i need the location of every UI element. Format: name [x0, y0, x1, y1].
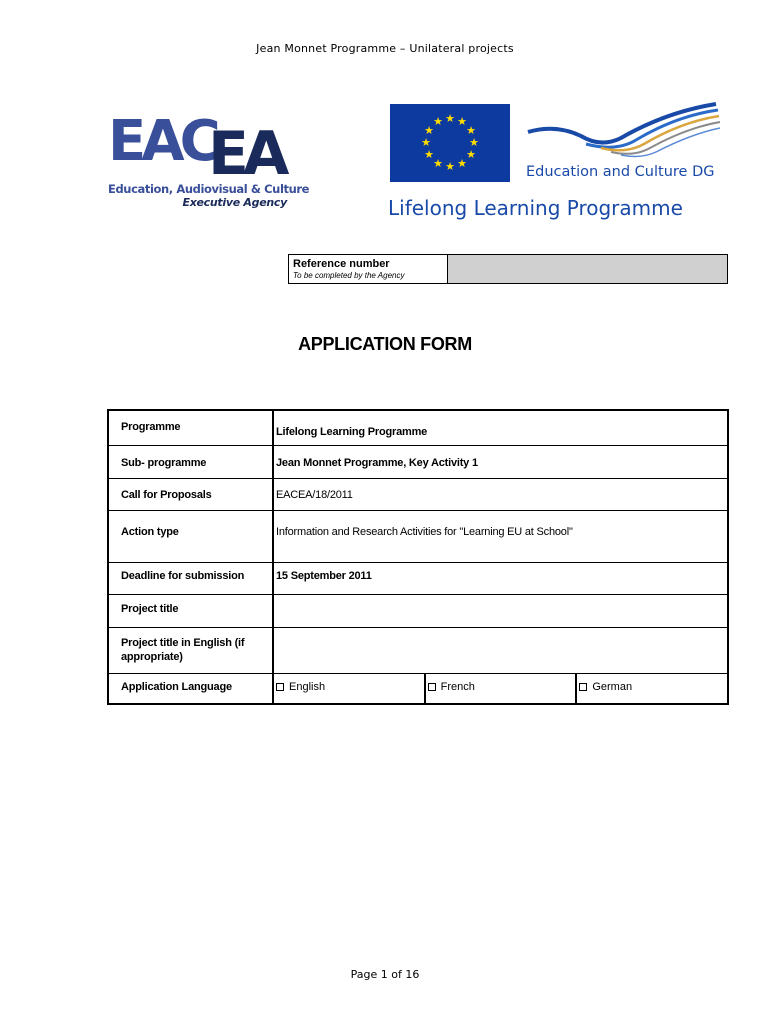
project-title-label: Project title — [109, 595, 274, 627]
svg-text:★: ★ — [445, 160, 455, 173]
french-checkbox[interactable] — [428, 683, 436, 691]
svg-text:★: ★ — [466, 124, 476, 137]
table-row-project-title-english — [109, 627, 727, 673]
german-checkbox[interactable] — [579, 683, 587, 691]
table-row-sub-programme — [109, 445, 727, 478]
project-title-english-label: Project title in English (if appropriate) — [109, 628, 274, 673]
reference-number-field[interactable] — [448, 255, 727, 283]
table-row-deadline — [109, 562, 727, 594]
eacea-logo-line1: Education, Audiovisual & Culture — [108, 182, 310, 196]
page-title: APPLICATION FORM — [298, 334, 472, 354]
action-type-label: Action type — [109, 511, 274, 562]
project-title-english-field[interactable] — [274, 628, 727, 673]
language-option-english[interactable] — [274, 674, 426, 703]
deadline-label: Deadline for submission — [109, 563, 274, 594]
reference-note: To be completed by the Agency — [293, 271, 405, 280]
programme-label: Programme — [109, 411, 274, 445]
eu-swoosh-icon — [526, 102, 721, 162]
english-checkbox[interactable] — [276, 683, 284, 691]
svg-text:★: ★ — [424, 148, 434, 161]
table-row-call — [109, 478, 727, 510]
deadline-value: 15 September 2011 — [276, 570, 372, 582]
programme-value: Lifelong Learning Programme — [276, 426, 428, 438]
table-row-application-language — [109, 673, 727, 703]
reference-number-box — [288, 254, 728, 284]
table-row-project-title — [109, 594, 727, 627]
svg-text:★: ★ — [469, 136, 479, 149]
reference-label-cell — [289, 255, 448, 283]
language-option-german[interactable] — [577, 674, 727, 703]
svg-text:★: ★ — [445, 112, 455, 125]
application-table — [107, 409, 729, 705]
svg-text:★: ★ — [433, 157, 443, 170]
call-label: Call for Proposals — [109, 479, 274, 510]
svg-text:★: ★ — [421, 136, 431, 149]
action-type-value: Information and Research Activities for "Learning EU at School" — [276, 526, 573, 538]
svg-text:★: ★ — [466, 148, 476, 161]
eu-stars-icon — [390, 104, 510, 182]
application-language-label: Application Language — [109, 674, 274, 703]
eacea-mark-part2: EA — [208, 119, 284, 189]
eacea-logo — [108, 109, 310, 210]
table-row-programme — [109, 411, 727, 445]
eacea-logo-mark — [108, 109, 293, 189]
language-option-label: English — [289, 681, 326, 693]
language-option-french[interactable] — [426, 674, 578, 703]
svg-text:★: ★ — [424, 124, 434, 137]
eu-dg-text: Education and Culture DG — [526, 164, 715, 180]
svg-text:★: ★ — [433, 115, 443, 128]
project-title-field[interactable] — [274, 595, 727, 627]
eacea-mark-part1: EAC — [108, 109, 216, 174]
call-value: EACEA/18/2011 — [276, 489, 353, 501]
language-option-label: French — [440, 681, 475, 693]
table-row-action-type — [109, 510, 727, 562]
sub-programme-value: Jean Monnet Programme, Key Activity 1 — [276, 457, 478, 469]
language-options — [274, 674, 727, 703]
running-header: Jean Monnet Programme – Unilateral projects — [256, 42, 514, 55]
reference-title: Reference number — [293, 258, 390, 270]
eu-programme-text: Lifelong Learning Programme — [388, 196, 683, 220]
language-option-label: German — [592, 681, 633, 693]
page-number: Page 1 of 16 — [350, 968, 420, 981]
eu-flag-icon — [390, 104, 510, 182]
eu-education-culture-logo — [388, 102, 723, 230]
svg-text:★: ★ — [457, 157, 467, 170]
sub-programme-label: Sub- programme — [109, 446, 274, 478]
svg-text:★: ★ — [457, 115, 467, 128]
eacea-logo-line2: Executive Agency — [182, 196, 287, 209]
